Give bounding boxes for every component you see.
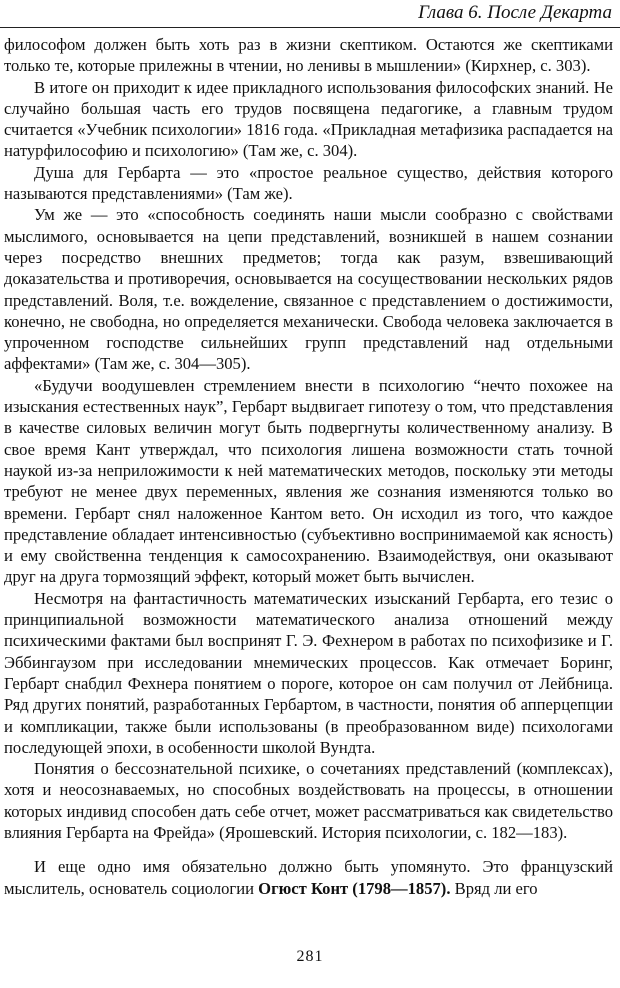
body-text	[4, 34, 613, 899]
text-run: В итоге он приходит к идее прикладного использования философских знаний. Не случайно большая часть его трудов посвящена педагогике, а главным трудом считается «Учебник психологии» 1816 года. «Прикладная метафизика распадается на натурфилософию и психологию» (Там же, с. 304).	[4, 77, 613, 161]
paragraph	[4, 588, 613, 758]
text-run: Несмотря на фантастичность математических изысканий Гербарта, его тезис о принципиальной возможности математического анализа отношений между психическими фактами был воспринят Г. Э. Фехнером в работах по психофизике и Г. Эббингаузом при исследовании мнемических процессов. Как отмечает Боринг, Гербарт снабдил Фехнера понятием о пороге, которое он сам получил от Лейбница. Ряд других понятий, разработанных Гербартом, в частности, понятия об апперцепции и компликации, также были использованы (в преобразованном виде) психологами последующей эпохи, в особенности школой Вундта.	[4, 588, 613, 757]
text-run: философом должен быть хоть раз в жизни скептиком. Остаются же скептиками только те, которые прилежны в чтении, но ленивы в мышлении» (Кирхнер, с. 303).	[4, 35, 613, 76]
bold-name-dates: Огюст Конт (1798—1857).	[258, 878, 451, 898]
page-number: 281	[296, 948, 324, 965]
paragraph	[4, 34, 613, 77]
text-run: И еще одно имя обязательно должно быть упомянуто. Это французский мыслитель, основатель социологии	[4, 857, 613, 898]
paragraph	[4, 162, 613, 205]
paragraph	[4, 77, 613, 162]
paragraph	[4, 204, 613, 374]
text-run: Понятия о бессознательной психике, о сочетаниях представлений (комплексах), хотя и неосознаваемых, но способных воздействовать на процессы, в отношении которых индивид способен дать себе отчет, может рассматриваться как свидетельство влияния Гербарта на Фрейда» (Ярошевский. История психологии, с. 182—183).	[4, 759, 613, 842]
paragraph	[4, 758, 613, 843]
text-run: Душа для Гербарта — это «простое реальное существо, действия которого называются представлениями» (Там же).	[4, 162, 613, 204]
text-run: «Будучи воодушевлен стремлением внести в психологию “нечто похожее на изыскания естественных наук”, Гербарт выдвигает гипотезу о том, что представления в качестве силовых величин могут быть подвергнуты количественному анализу. В свое время Кант утверждал, что психология лишена возможности стать точной наукой из-за неприложимости к ней математических методов, поскольку эти методы требуют не менее двух переменных, явления же сознания изменяются только во времени. Гербарт снял наложенное Кантом вето. Он исходил из того, что каждое представление обладает интенсивностью (субъективно воспринимаемой как ясность) и ему свойственна тенденция к самосохранению. Взаимодействуя, они оказывают друг на друга тормозящий эффект, который может быть вычислен.	[4, 375, 613, 587]
text-run: Ум же — это «способность соединять наши мысли сообразно с свойствами мыслимого, основывается на цепи представлений, возникшей в нашем сознании через посредство внешних предметов; тогда как разум, взвешивающий доказательства и противоречия, основывается на сосуществовании нескольких рядов представлений. Воля, т.е. вожделение, связанное с представлением о достижимости, конечно, не свободна, но определяется механически. Свобода человека заключается в упроченном господстве сильнейших групп представлений над отдельными аффектами» (Там же, с. 304—305).	[4, 205, 613, 374]
header-rule	[0, 27, 620, 28]
text-run: Вряд ли его	[450, 878, 538, 898]
paragraph	[4, 375, 613, 588]
running-header: Глава 6. После Декарта	[418, 2, 612, 23]
paragraph	[4, 856, 613, 899]
